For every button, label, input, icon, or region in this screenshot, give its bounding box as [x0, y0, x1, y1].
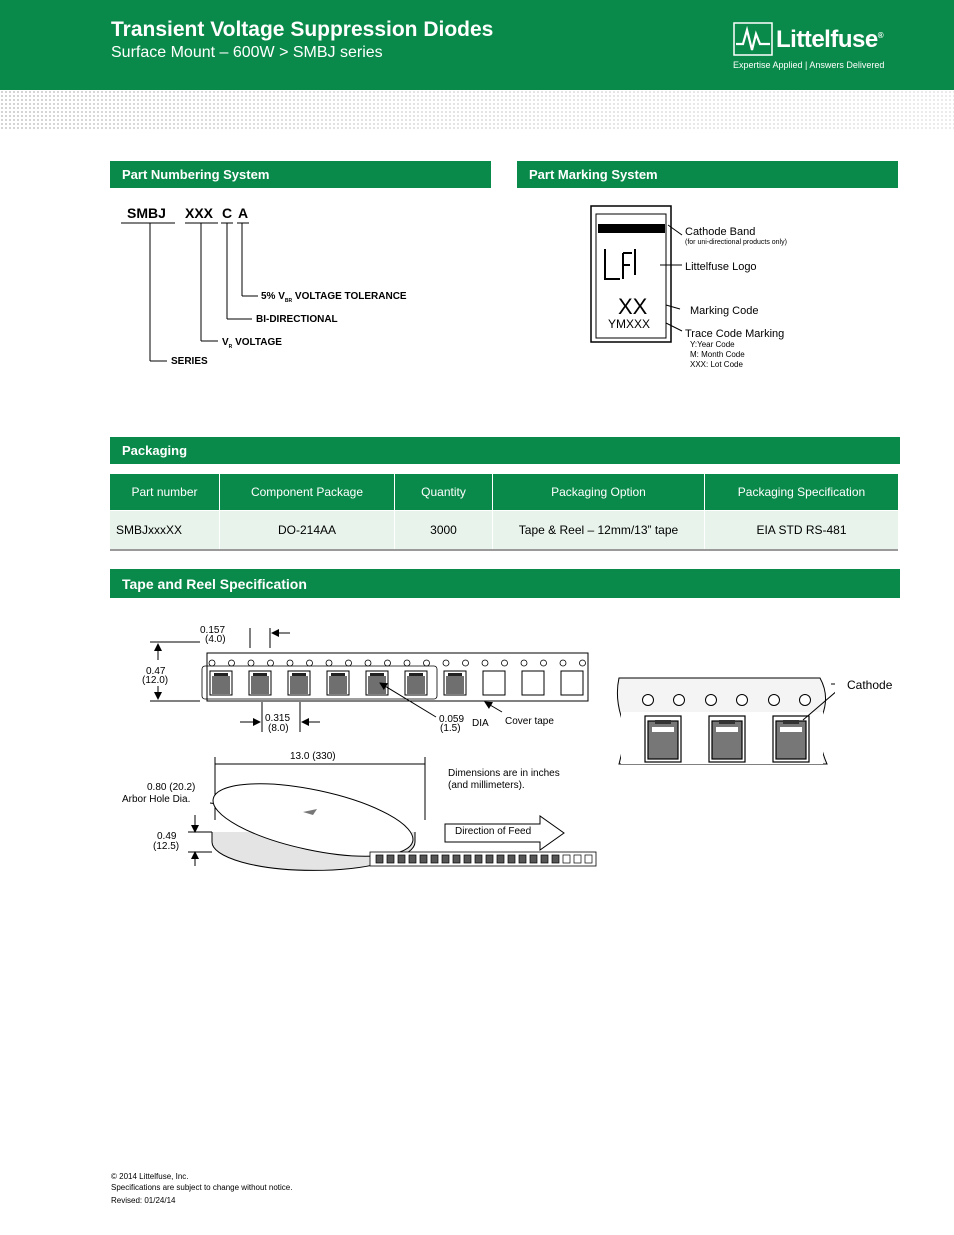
col-quantity: Quantity: [395, 474, 493, 511]
part-numbering-heading: Part Numbering System: [110, 161, 491, 188]
label-lot-code: XXX: Lot Code: [690, 360, 743, 369]
cathode-orientation-diagram: [615, 676, 835, 768]
dim-width-in: 0.47: [146, 666, 166, 677]
label-voltage: $V_R$ VOLTAGE: [222, 337, 282, 350]
footer-copyright: © 2014 Littelfuse, Inc.: [111, 1172, 189, 1181]
tape-reel-diagram: [140, 620, 610, 875]
col-component-package: Component Package: [220, 474, 395, 511]
tape-pocket: [387, 855, 394, 863]
sprocket-hole: [424, 660, 430, 666]
tape-pocket: [398, 855, 405, 863]
code-voltage: XXX: [185, 205, 214, 221]
label-year-code: Y:Year Code: [690, 340, 735, 349]
tape-reel-heading: Tape and Reel Specification: [110, 569, 900, 598]
dim-pitch-mm: (4.0): [205, 634, 226, 645]
sprocket-hole: [209, 660, 215, 666]
sprocket-hole: [521, 660, 527, 666]
cell-component-package: DO-214AA: [220, 511, 395, 551]
label-logo: Littelfuse Logo: [685, 261, 757, 273]
col-packaging-option: Packaging Option: [493, 474, 705, 511]
label-trace-code: Trace Code Marking: [685, 328, 785, 340]
sprocket-hole: [365, 660, 371, 666]
tape-pocket: [574, 855, 581, 863]
dim-pitch-in: 0.157: [200, 625, 226, 636]
dim-hole-in: 0.059: [439, 714, 465, 725]
footer-notice: Specifications are subject to change without notice.: [111, 1183, 293, 1192]
dim-reel-width-mm: (12.5): [153, 841, 180, 852]
page-subtitle: Surface Mount – 600W > SMBJ series: [111, 44, 383, 61]
cell-quantity: 3000: [395, 511, 493, 551]
label-cover-tape: Cover tape: [505, 716, 554, 727]
label-tolerance: 5% $V_{BR}$ VOLTAGE TOLERANCE: [261, 291, 407, 304]
logo-tagline: Expertise Applied | Answers Delivered: [733, 60, 885, 70]
sprocket-hole: [287, 660, 293, 666]
dot-band-fade: [0, 90, 954, 130]
packaging-table: [110, 474, 898, 551]
footer-revised: Revised: 01/24/14: [111, 1196, 176, 1205]
sprocket-hole: [229, 660, 235, 666]
dims-note-1: Dimensions are in inches: [448, 768, 560, 779]
tape-pocket: [563, 855, 570, 863]
sprocket-hole: [268, 660, 274, 666]
tape-pocket: [552, 855, 559, 863]
tape-pocket: [376, 855, 383, 863]
tape-pocket: [585, 855, 592, 863]
sprocket-hole: [385, 660, 391, 666]
sprocket-hole: [560, 660, 566, 666]
sprocket-hole: [541, 660, 547, 666]
label-series: SERIES: [171, 356, 208, 367]
cell-packaging-option: Tape & Reel – 12mm/13” tape: [493, 511, 705, 551]
diode-part: [407, 676, 425, 694]
diode-part: [251, 676, 269, 694]
cell-part-number: SMBJxxxXX: [110, 511, 220, 551]
dims-note-2: (and millimeters).: [448, 780, 525, 791]
tape-pocket: [508, 855, 515, 863]
page-header: [0, 0, 954, 90]
label-marking-code: Marking Code: [690, 305, 759, 317]
diode-part: [290, 676, 308, 694]
diode-part: [329, 676, 347, 694]
tape-pocket: [420, 855, 427, 863]
code-tolerance: A: [238, 205, 249, 221]
sprocket-hole: [248, 660, 254, 666]
tape-pocket: [453, 855, 460, 863]
code-series: SMBJ: [127, 205, 166, 221]
dim-pocket-mm: (8.0): [268, 723, 289, 734]
cathode-band: [598, 224, 665, 233]
trace-code-value: YMXXX: [608, 317, 651, 331]
cell-packaging-spec: EIA STD RS-481: [705, 511, 899, 551]
page-title: Transient Voltage Suppression Diodes: [111, 18, 494, 41]
tape-pocket: [541, 855, 548, 863]
part-number-tree: [115, 215, 275, 375]
tape-pocket: [561, 671, 583, 695]
sprocket-hole: [463, 660, 469, 666]
tape-pocket: [431, 855, 438, 863]
sprocket-hole: [482, 660, 488, 666]
dim-arbor-1: 0.80 (20.2): [147, 782, 196, 793]
logo-wordmark: Littelfuse®: [776, 26, 884, 53]
part-marking-heading: Part Marking System: [517, 161, 898, 188]
dim-reel-diameter: 13.0 (330): [290, 751, 336, 762]
dim-width-mm: (12.0): [142, 675, 169, 686]
label-direction-of-feed: Direction of Feed: [455, 826, 532, 837]
diode-part: [446, 676, 464, 694]
sprocket-hole: [346, 660, 352, 666]
dim-dia-label: DIA: [472, 718, 489, 729]
tape-pocket: [483, 671, 505, 695]
label-month-code: M: Month Code: [690, 350, 745, 359]
label-bidirectional: BI-DIRECTIONAL: [256, 314, 338, 325]
code-bidirectional: C: [222, 205, 233, 221]
sprocket-hole: [404, 660, 410, 666]
sprocket-hole: [502, 660, 508, 666]
tape-pocket: [497, 855, 504, 863]
packaging-heading: Packaging: [110, 437, 900, 464]
littelfuse-logo-icon: [733, 22, 773, 56]
tape-pocket: [464, 855, 471, 863]
dim-arbor-2: Arbor Hole Dia.: [122, 794, 191, 805]
label-cathode: Cathode: [847, 678, 893, 692]
dim-hole-mm: (1.5): [440, 723, 461, 734]
label-cathode-band: Cathode Band: [685, 226, 756, 238]
packaging-header-row: [110, 474, 898, 511]
dim-pocket-in: 0.315: [265, 713, 291, 724]
dim-reel-width-in: 0.49: [157, 831, 177, 842]
tape-pocket: [519, 855, 526, 863]
col-part-number: Part number: [110, 474, 220, 511]
tape-pocket: [522, 671, 544, 695]
diode-part: [212, 676, 230, 694]
table-row: [110, 511, 898, 551]
label-cathode-note: (for uni-directional products only): [685, 239, 787, 246]
sprocket-hole: [443, 660, 449, 666]
tape-pocket: [409, 855, 416, 863]
tape-pocket: [530, 855, 537, 863]
sprocket-hole: [307, 660, 313, 666]
marking-code-value: XX: [618, 294, 648, 319]
tape-pocket: [442, 855, 449, 863]
col-packaging-spec: Packaging Specification: [705, 474, 899, 511]
tape-pocket: [475, 855, 482, 863]
sprocket-hole: [580, 660, 586, 666]
tape-pocket: [486, 855, 493, 863]
sprocket-hole: [326, 660, 332, 666]
